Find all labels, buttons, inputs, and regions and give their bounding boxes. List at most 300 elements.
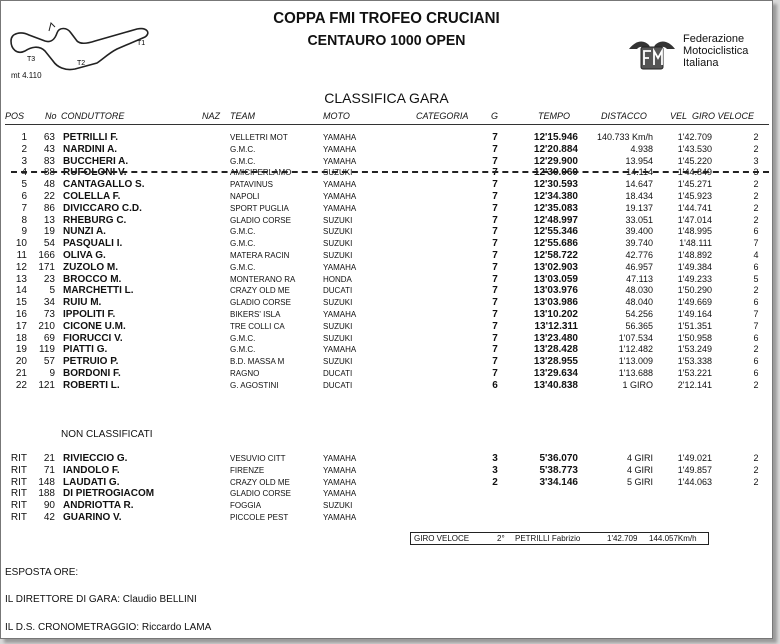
race-time: 12'55.686 xyxy=(533,238,578,250)
col-header-g: G xyxy=(491,111,499,121)
position: RIT xyxy=(10,500,27,512)
laps: 7 xyxy=(492,238,498,250)
best-lap-number: 6 xyxy=(753,368,759,378)
best-lap-number: 2 xyxy=(753,143,759,154)
position: 20 xyxy=(15,356,27,368)
esposta-ore: ESPOSTA ORE: xyxy=(5,567,79,578)
laps: 7 xyxy=(492,202,498,214)
bike-make: SUZUKI xyxy=(323,501,353,511)
bike-make: YAMAHA xyxy=(323,144,357,154)
best-lap-time: 1'48.995 xyxy=(677,226,712,237)
section-title: CLASSIFICA GARA xyxy=(324,90,449,106)
bike-make: SUZUKI xyxy=(323,357,353,367)
team-name: SPORT PUGLIA xyxy=(230,203,289,213)
bike-make: HONDA xyxy=(323,274,352,284)
bike-make: YAMAHA xyxy=(323,454,357,463)
race-number: 71 xyxy=(43,464,55,476)
race-number: 21 xyxy=(43,453,55,464)
race-number: 69 xyxy=(43,332,55,344)
table-row xyxy=(1,226,772,237)
race-time: 13'28.428 xyxy=(533,344,578,356)
best-lap-time: 1'44.849 xyxy=(677,167,712,178)
laps: 7 xyxy=(492,356,498,368)
col-header-moto: MOTO xyxy=(323,111,350,121)
best-lap-time: 1'49.233 xyxy=(677,273,712,284)
team-name: G.M.C. xyxy=(230,144,256,154)
race-time: 12'35.083 xyxy=(533,202,578,214)
race-number: 148 xyxy=(38,476,55,488)
best-lap-number: 6 xyxy=(753,297,759,308)
race-time: 12'48.997 xyxy=(533,214,578,226)
best-lap-number: 4 xyxy=(753,250,759,260)
driver-name: BROCCO M. xyxy=(63,273,122,285)
table-row xyxy=(1,465,772,476)
best-lap-time: 1'49.384 xyxy=(677,261,712,272)
position: 8 xyxy=(21,214,27,226)
fastest-lap-driver: PETRILLI Fabrizio xyxy=(515,534,581,543)
gap: 48.040 xyxy=(625,297,653,308)
gap: 1 GIRO xyxy=(622,379,653,390)
bike-make: YAMAHA xyxy=(323,489,357,499)
best-lap-time: 1'47.014 xyxy=(677,214,712,225)
driver-name: MARCHETTI L. xyxy=(63,285,134,297)
race-time: 13'40.838 xyxy=(533,379,578,391)
team-name: FIRENZE xyxy=(230,465,265,475)
race-time: 13'28.955 xyxy=(533,356,578,368)
best-lap-number: 2 xyxy=(753,202,759,213)
team-name: GLADIO CORSE xyxy=(230,298,291,308)
gap: 14.647 xyxy=(625,179,653,190)
driver-name: ANDRIOTTA R. xyxy=(63,500,134,512)
best-lap-time: 1'51.351 xyxy=(677,320,712,331)
table-row xyxy=(1,215,772,226)
race-number: 22 xyxy=(43,191,55,202)
bike-make: YAMAHA xyxy=(323,203,357,213)
position: 2 xyxy=(21,143,27,155)
race-number: 9 xyxy=(49,368,55,379)
race-time: 12'55.346 xyxy=(533,226,578,238)
bike-make: YAMAHA xyxy=(323,180,357,190)
best-lap-time: 1'53.221 xyxy=(677,368,712,378)
bike-make: YAMAHA xyxy=(323,465,357,475)
driver-name: DI PIETROGIACOM xyxy=(63,488,155,500)
best-lap-number: 2 xyxy=(753,179,759,190)
gap: 33.051 xyxy=(625,214,653,225)
bike-make: SUZUKI xyxy=(323,298,353,308)
laps: 7 xyxy=(492,368,498,379)
laps: 7 xyxy=(492,214,498,226)
col-header-vel: VEL xyxy=(670,111,688,121)
best-lap-time: 1'45.271 xyxy=(677,179,712,190)
best-lap-number: 5 xyxy=(753,273,759,284)
laps: 7 xyxy=(492,167,498,179)
best-lap-number: 2 xyxy=(753,379,759,390)
best-lap-time: 1'49.857 xyxy=(677,464,712,475)
track-map-icon xyxy=(5,19,165,79)
position: 15 xyxy=(15,297,27,309)
gap: 4 GIRI xyxy=(626,464,653,475)
col-header-naz: NAZ xyxy=(202,111,220,121)
race-number: 34 xyxy=(43,297,55,309)
bike-make: SUZUKI xyxy=(323,251,353,260)
gap: 4 GIRI xyxy=(626,453,653,463)
table-row xyxy=(1,344,772,355)
laps: 7 xyxy=(492,285,498,297)
team-name: VESUVIO CITT xyxy=(230,454,286,463)
team-name: BIKERS' ISLA xyxy=(230,310,281,319)
team-name: G. AGOSTINI xyxy=(230,380,279,390)
table-row xyxy=(1,250,772,261)
race-time: 12'20.884 xyxy=(533,143,578,155)
bike-make: SUZUKI xyxy=(323,333,353,343)
laps: 6 xyxy=(492,379,498,391)
col-header-tempo: TEMPO xyxy=(538,111,571,121)
driver-name: PASQUALI I. xyxy=(63,238,123,250)
best-lap-time: 1'42.709 xyxy=(677,132,712,142)
race-time: 5'36.070 xyxy=(539,453,578,464)
laps: 7 xyxy=(492,143,498,155)
table-row xyxy=(1,321,772,332)
best-lap-number: 2 xyxy=(753,476,759,487)
race-time: 12'58.722 xyxy=(533,250,578,261)
laps: 7 xyxy=(492,155,498,167)
position: 1 xyxy=(21,132,27,143)
best-lap-time: 1'50.290 xyxy=(677,285,712,296)
position: 22 xyxy=(15,379,27,391)
bike-make: SUZUKI xyxy=(323,321,353,331)
bike-make: DUCATI xyxy=(323,380,353,390)
gap: 14.114 xyxy=(626,167,653,178)
col-header-distacco: DISTACCO xyxy=(601,111,647,121)
fmi-logo-icon xyxy=(627,31,677,73)
best-lap-number: 2 xyxy=(753,344,759,355)
position: 16 xyxy=(15,309,27,320)
col-header-categoria: CATEGORIA xyxy=(416,111,469,121)
race-number: 88 xyxy=(43,167,55,179)
team-name: G.M.C. xyxy=(230,156,256,166)
race-time: 13'03.976 xyxy=(533,285,578,297)
team-name: PICCOLE PEST xyxy=(230,513,289,522)
gap: 13.954 xyxy=(625,155,653,166)
table-row xyxy=(1,191,772,202)
team-name: G.M.C. xyxy=(230,239,256,249)
best-lap-time: 1'48.892 xyxy=(677,250,712,260)
position: RIT xyxy=(10,476,27,488)
header-divider xyxy=(5,124,769,125)
driver-name: FIORUCCI V. xyxy=(63,332,123,344)
race-time: 3'34.146 xyxy=(539,476,578,488)
position: 19 xyxy=(15,344,27,356)
table-row xyxy=(1,356,772,367)
bike-make: DUCATI xyxy=(323,286,353,296)
laps: 7 xyxy=(492,344,498,356)
race-time: 13'12.311 xyxy=(534,320,578,332)
laps: 7 xyxy=(492,273,498,285)
col-header-team: TEAM xyxy=(230,111,256,121)
best-lap-number: 6 xyxy=(753,356,759,367)
driver-name: IANDOLO F. xyxy=(63,464,120,476)
driver-name: RIVIECCIO G. xyxy=(63,453,128,464)
race-number: 210 xyxy=(38,320,55,332)
best-lap-number: 3 xyxy=(753,155,759,166)
position: 5 xyxy=(21,179,27,191)
gap: 46.957 xyxy=(625,261,653,272)
bike-make: YAMAHA xyxy=(323,345,357,355)
race-number: 23 xyxy=(43,273,55,285)
race-number: 48 xyxy=(43,179,55,191)
position: 13 xyxy=(15,273,27,285)
timekeeping-director: IL D.S. CRONOMETRAGGIO: Riccardo LAMA xyxy=(5,622,212,633)
bike-make: YAMAHA xyxy=(323,133,357,142)
race-number: 86 xyxy=(43,202,55,214)
track-label-t3: T3 xyxy=(27,56,36,63)
race-number: 90 xyxy=(43,500,55,512)
race-number: 73 xyxy=(43,309,55,320)
laps: 2 xyxy=(492,476,498,488)
driver-name: RUFOLONI V. xyxy=(63,167,127,179)
gap: 39.740 xyxy=(625,238,653,249)
race-number: 121 xyxy=(38,379,55,391)
gap: 18.434 xyxy=(625,191,653,201)
bike-make: YAMAHA xyxy=(323,192,357,201)
driver-name: CICONE U.M. xyxy=(63,320,126,332)
gap: 5 GIRI xyxy=(626,476,653,487)
table-row xyxy=(1,500,772,511)
driver-name: PIATTI G. xyxy=(63,344,108,356)
position: 17 xyxy=(15,320,27,332)
race-number: 83 xyxy=(43,155,55,167)
gap: 56.365 xyxy=(625,320,653,331)
position: 6 xyxy=(21,191,27,202)
track-label-t2: T2 xyxy=(77,60,86,67)
race-time: 13'03.986 xyxy=(533,297,578,309)
table-row xyxy=(1,179,772,190)
track-label-t1: T1 xyxy=(137,40,146,47)
laps: 7 xyxy=(492,320,498,332)
driver-name: PETRILLI F. xyxy=(63,132,118,143)
fastest-lap-label: GIRO VELOCE xyxy=(414,534,470,543)
race-number: 171 xyxy=(38,261,55,273)
bike-make: YAMAHA xyxy=(323,477,357,487)
team-name: CRAZY OLD ME xyxy=(230,477,290,487)
race-time: 13'02.903 xyxy=(533,261,578,273)
col-header-driver: CONDUTTORE xyxy=(61,111,125,121)
fastest-lap-number: 2° xyxy=(497,534,505,543)
bike-make: DUCATI xyxy=(323,369,353,378)
team-name: VELLETRI MOT xyxy=(230,133,288,142)
best-lap-time: 1'48.111 xyxy=(679,238,712,249)
best-lap-number: 2 xyxy=(753,214,759,225)
gap: 4.938 xyxy=(630,143,653,154)
best-lap-number: 2 xyxy=(753,453,759,463)
table-row xyxy=(1,262,772,273)
team-name: FOGGIA xyxy=(230,501,262,511)
team-name: G.M.C. xyxy=(230,345,256,355)
driver-name: DIVICCARO C.D. xyxy=(63,202,142,214)
best-lap-time: 1'53.249 xyxy=(677,344,712,355)
position: RIT xyxy=(10,464,27,476)
best-lap-time: 1'43.530 xyxy=(677,143,712,154)
best-lap-time: 1'53.338 xyxy=(677,356,712,367)
fastest-lap-time: 1'42.709 xyxy=(607,534,638,543)
position: 18 xyxy=(15,332,27,344)
race-time: 13'03.059 xyxy=(533,273,578,285)
team-name: G.M.C. xyxy=(230,227,256,237)
driver-name: CANTAGALLO S. xyxy=(63,179,145,191)
team-name: CRAZY OLD ME xyxy=(230,286,290,296)
table-row xyxy=(1,368,772,379)
laps: 7 xyxy=(492,297,498,309)
driver-name: NUNZI A. xyxy=(63,226,106,238)
best-lap-time: 1'45.220 xyxy=(677,155,712,166)
best-lap-number: 7 xyxy=(753,320,759,331)
track-length: mt 4.110 xyxy=(11,71,42,80)
bike-make: SUZUKI xyxy=(323,215,353,225)
gap: 1'13.009 xyxy=(618,356,653,367)
col-header-no: No xyxy=(45,111,57,121)
laps: 7 xyxy=(492,179,498,191)
table-row xyxy=(1,453,772,464)
race-number: 13 xyxy=(43,214,55,226)
race-number: 188 xyxy=(38,488,55,500)
laps: 7 xyxy=(492,332,498,344)
team-name: G.M.C. xyxy=(230,262,256,272)
driver-name: LAUDATI G. xyxy=(63,476,120,488)
race-time: 13'10.202 xyxy=(533,309,578,320)
driver-name: BUCCHERI A. xyxy=(63,155,129,167)
race-time: 12'30.060 xyxy=(533,167,578,179)
federation-name: Federazione Motociclistica Italiana xyxy=(683,33,749,69)
position: 3 xyxy=(21,155,27,167)
page-title: COPPA FMI TROFEO CRUCIANI xyxy=(273,10,500,27)
team-name: G.M.C. xyxy=(230,333,256,343)
table-row xyxy=(1,285,772,296)
race-number: 5 xyxy=(49,285,55,297)
non-classified-title: NON CLASSIFICATI xyxy=(61,429,153,440)
col-header-giro-veloce: GIRO VELOCE xyxy=(692,111,755,121)
position: RIT xyxy=(10,512,27,523)
driver-name: COLELLA F. xyxy=(63,191,121,202)
best-lap-number: 7 xyxy=(753,309,759,319)
gap: 48.030 xyxy=(625,285,653,296)
position: 7 xyxy=(21,202,27,214)
driver-name: ZUZOLO M. xyxy=(63,261,118,273)
driver-name: GUARINO V. xyxy=(63,512,122,523)
position: 12 xyxy=(15,261,27,273)
col-header-pos: POS xyxy=(5,111,25,121)
table-row xyxy=(1,144,772,155)
best-lap-time: 1'44.741 xyxy=(677,202,712,213)
best-lap-time: 1'49.669 xyxy=(677,297,712,308)
bike-make: SUZUKI xyxy=(323,227,353,237)
bike-make: SUZUKI xyxy=(323,168,353,178)
driver-name: ROBERTI L. xyxy=(63,379,120,391)
best-lap-time: 2'12.141 xyxy=(677,379,712,390)
bike-make: SUZUKI xyxy=(323,239,353,249)
race-number: 19 xyxy=(43,226,55,238)
table-row xyxy=(1,333,772,344)
team-name: PATAVINUS xyxy=(230,180,273,190)
team-name: AMICIPERLAMO xyxy=(230,168,292,178)
race-time: 13'29.634 xyxy=(533,368,578,379)
team-name: MONTERANO RA xyxy=(230,274,296,284)
best-lap-number: 3 xyxy=(753,167,759,178)
laps: 7 xyxy=(492,191,498,202)
race-time: 13'23.480 xyxy=(533,332,578,344)
best-lap-number: 2 xyxy=(753,464,759,475)
gap: 54.256 xyxy=(625,309,653,319)
bike-make: YAMAHA xyxy=(323,262,357,272)
team-name: MATERA RACIN xyxy=(230,251,290,260)
laps: 7 xyxy=(492,250,498,261)
position: RIT xyxy=(10,453,27,464)
gap: 1'13.688 xyxy=(618,368,653,378)
best-lap-time: 1'49.164 xyxy=(677,309,712,319)
best-lap-number: 6 xyxy=(753,332,759,343)
team-name: GLADIO CORSE xyxy=(230,215,291,225)
gap: 1'07.534 xyxy=(618,332,653,343)
best-lap-number: 7 xyxy=(753,238,759,249)
race-number: 42 xyxy=(43,512,55,523)
team-name: RAGNO xyxy=(230,369,260,378)
driver-name: RUIU M. xyxy=(63,297,102,309)
gap: 42.776 xyxy=(625,250,653,260)
race-time: 12'29.900 xyxy=(533,155,578,167)
best-lap-time: 1'45.923 xyxy=(677,191,712,201)
best-lap-time: 1'49.021 xyxy=(677,453,712,463)
race-time: 12'15.946 xyxy=(533,132,578,143)
table-row xyxy=(1,238,772,249)
team-name: TRE COLLI CA xyxy=(230,321,285,331)
table-row xyxy=(1,274,772,285)
race-time: 12'34.380 xyxy=(533,191,578,202)
position: 11 xyxy=(16,250,27,261)
laps: 7 xyxy=(492,132,498,143)
gap: 1'12.482 xyxy=(618,344,653,355)
race-time: 5'38.773 xyxy=(539,464,578,476)
best-lap-number: 2 xyxy=(753,285,759,296)
race-number: 57 xyxy=(43,356,55,368)
gap: 47.113 xyxy=(626,273,653,284)
driver-name: PETRUIO P. xyxy=(63,356,119,368)
best-lap-time: 1'50.958 xyxy=(677,332,712,343)
race-number: 166 xyxy=(38,250,55,261)
driver-name: RHEBURG C. xyxy=(63,214,127,226)
driver-name: OLIVA G. xyxy=(63,250,106,261)
table-row xyxy=(1,380,772,391)
table-row xyxy=(1,512,772,523)
position: 21 xyxy=(15,368,27,379)
race-director: IL DIRETTORE DI GARA: Claudio BELLINI xyxy=(5,594,197,605)
laps: 7 xyxy=(492,309,498,320)
driver-name: IPPOLITI F. xyxy=(63,309,116,320)
position: 14 xyxy=(15,285,27,297)
best-lap-time: 1'44.063 xyxy=(677,476,712,487)
race-time: 12'30.593 xyxy=(533,179,578,191)
position: 9 xyxy=(21,226,27,238)
gap: 39.400 xyxy=(625,226,653,237)
fastest-lap-box xyxy=(410,532,709,545)
laps: 3 xyxy=(492,453,498,464)
team-name: NAPOLI xyxy=(230,192,260,201)
team-name: GLADIO CORSE xyxy=(230,489,291,499)
table-row xyxy=(1,203,772,214)
podium-cut-line xyxy=(11,171,769,173)
table-row xyxy=(1,156,772,167)
laps: 7 xyxy=(492,226,498,238)
laps: 3 xyxy=(492,464,498,476)
gap: 19.137 xyxy=(625,202,653,213)
